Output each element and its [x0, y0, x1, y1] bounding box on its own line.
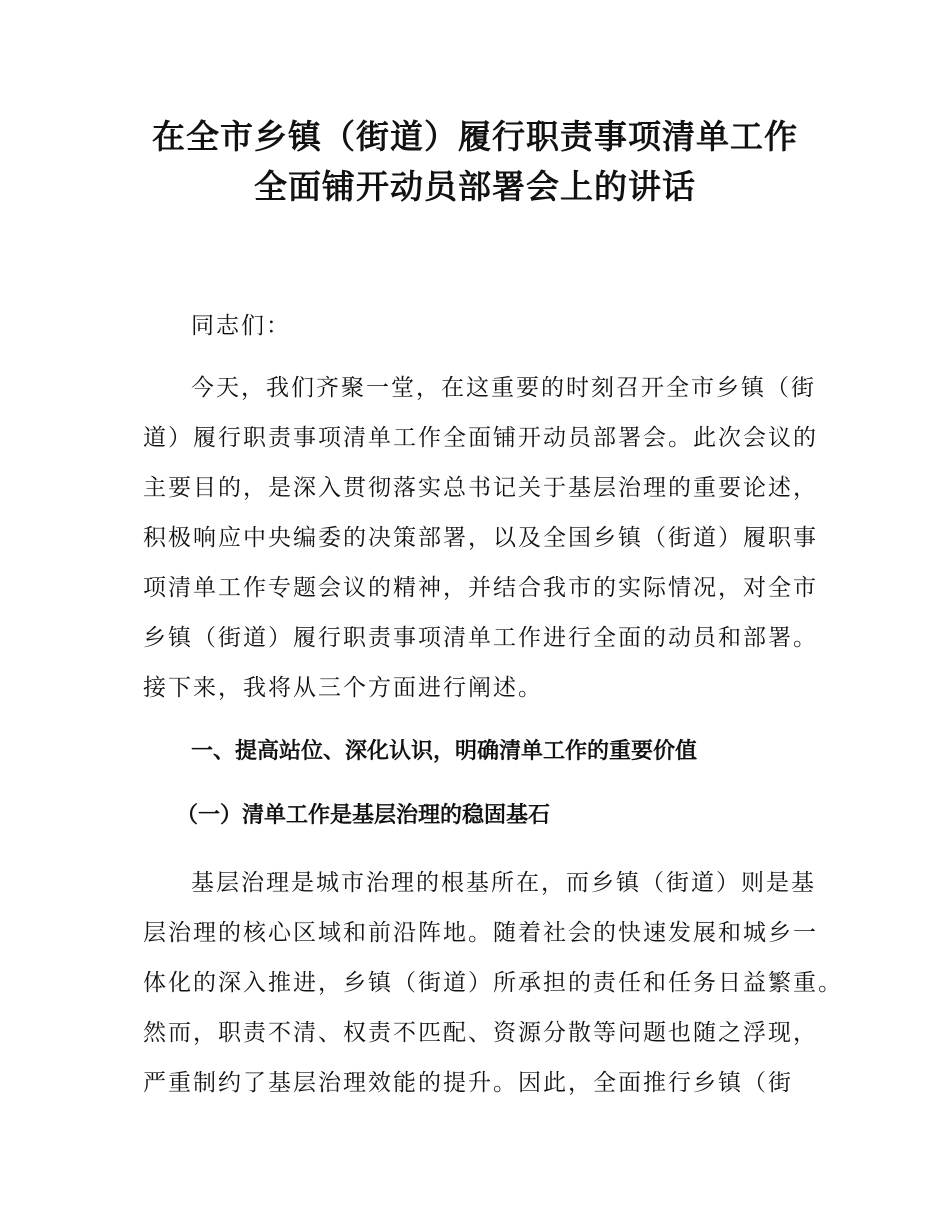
body-paragraph	[143, 858, 843, 1108]
body-line: 基层治理是城市治理的根基所在，而乡镇（街道）则是基	[191, 870, 816, 896]
body-line: 层治理的核心区域和前沿阵地。随着社会的快速发展和城乡一	[143, 920, 818, 946]
intro-line: 道）履行职责事项清单工作全面铺开动员部署会。此次会议的	[143, 425, 818, 451]
salutation-text: 同志们：	[191, 313, 291, 339]
document-title-line-2: 全面铺开动员部署会上的讲话	[254, 167, 696, 206]
intro-line: 项清单工作专题会议的精神，并结合我市的实际情况，对全市	[143, 575, 818, 601]
intro-line: 接下来，我将从三个方面进行阐述。	[143, 675, 543, 701]
section-heading: 一、提高站位、深化认识，明确清单工作的重要价值	[191, 739, 698, 764]
salutation	[191, 301, 891, 351]
intro-line: 乡镇（街道）履行职责事项清单工作进行全面的动员和部署。	[143, 625, 818, 651]
body-line: 然而，职责不清、权责不匹配、资源分散等问题也随之浮现，	[143, 1020, 818, 1046]
subsection-heading: （一）清单工作是基层治理的稳固基石	[176, 803, 551, 828]
intro-paragraph	[143, 363, 843, 713]
intro-line: 今天，我们齐聚一堂，在这重要的时刻召开全市乡镇（街	[191, 375, 816, 401]
document-title-line-1: 在全市乡镇（街道）履行职责事项清单工作	[152, 117, 798, 156]
body-line: 体化的深入推进，乡镇（街道）所承担的责任和任务日益繁重。	[143, 970, 843, 996]
body-line: 严重制约了基层治理效能的提升。因此，全面推行乡镇（街	[143, 1070, 793, 1096]
intro-line: 主要目的，是深入贯彻落实总书记关于基层治理的重要论述，	[143, 475, 818, 501]
intro-line: 积极响应中央编委的决策部署，以及全国乡镇（街道）履职事	[143, 525, 818, 551]
